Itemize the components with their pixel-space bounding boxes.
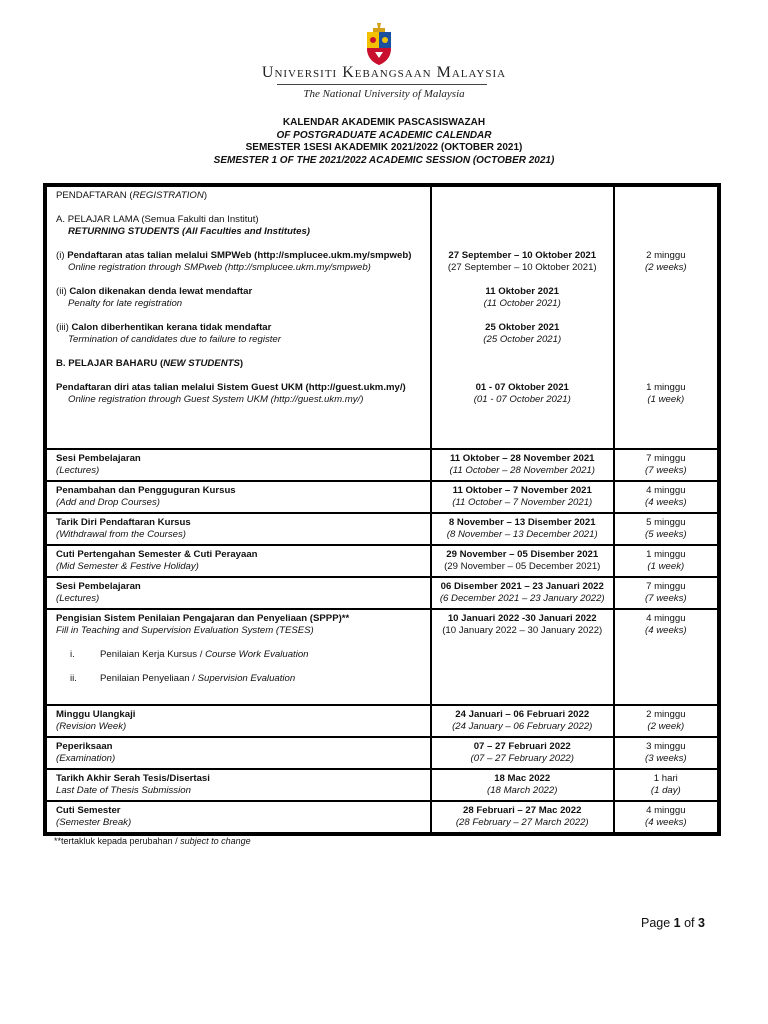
university-crest-logo (364, 22, 394, 66)
row-duration-en: (7 weeks) (645, 465, 687, 476)
row-label-en: Last Date of Thesis Submission (56, 785, 191, 796)
title-line-2: OF POSTGRADUATE ACADEMIC CALENDAR (276, 129, 492, 141)
section-a-heading-en: RETURNING STUDENTS (All Faculties and Institutes) (68, 226, 310, 237)
row-label-en: (Lectures) (56, 465, 100, 476)
row-date: 11 Oktober – 28 November 2021 (449, 453, 595, 464)
item2-date: 11 Oktober 2021 (485, 286, 560, 297)
title-line-3: SEMESTER 1SESI AKADEMIK 2021/2022 (OKTOBER 2021) (245, 142, 523, 153)
row-label-en: (Semester Break) (56, 817, 132, 828)
row-duration-en: (3 weeks) (645, 753, 687, 764)
row-date: 06 Disember 2021 – 23 Januari 2022 (440, 581, 604, 592)
row-duration-en: (5 weeks) (645, 529, 687, 540)
page-number: Page 1 of 3 (641, 916, 705, 930)
registration-duration-cell (614, 186, 718, 449)
row-duration: 4 minggu (646, 805, 686, 816)
item1-text: (i) Pendaftaran atas talian melalui SMPWeb (http://smplucee.ukm.my/smpweb) (56, 250, 412, 261)
item1-date: 27 September – 10 Oktober 2021 (448, 250, 597, 261)
item1-duration: 2 minggu (646, 250, 686, 261)
row-date-en: (6 December 2021 – 23 January 2022) (439, 593, 605, 604)
row-label-en: (Revision Week) (56, 721, 127, 732)
row-label: Tarik Diri Pendaftaran Kursus (56, 517, 191, 528)
sppp-subitem-2: ii. Penilaian Penyeliaan / Supervision Evaluation (70, 673, 296, 684)
row-duration-en: (4 weeks) (645, 817, 687, 828)
row-date-en: (18 March 2022) (487, 785, 558, 796)
item2-text: (ii) Calon dikenakan denda lewat mendaftar (56, 286, 253, 297)
item3-text: (iii) Calon diberhentikan kerana tidak mendaftar (56, 322, 272, 333)
registration-dates-cell (431, 186, 614, 449)
row-duration: 2 minggu (646, 709, 686, 720)
item2-date-en: (11 October 2021) (483, 298, 561, 309)
item4-date-en: (01 - 07 October 2021) (473, 394, 571, 405)
section-a-heading: A. PELAJAR LAMA (Semua Fakulti dan Institut) (56, 214, 259, 225)
calendar-title (0, 117, 768, 167)
table-row (46, 449, 718, 481)
item4-text-en: Online registration through Guest System UKM (http://guest.ukm.my/) (68, 394, 364, 405)
academic-calendar-table (43, 183, 721, 836)
row-label-en: (Lectures) (56, 593, 100, 604)
row-label-en: (Withdrawal from the Courses) (56, 529, 186, 540)
item1-text-en: Online registration through SMPweb (http://smplucee.ukm.my/smpweb) (68, 262, 371, 273)
row-date: 24 Januari – 06 Februari 2022 (455, 709, 590, 720)
item4-date: 01 - 07 Oktober 2021 (475, 382, 569, 393)
row-duration: 7 minggu (646, 453, 686, 464)
item4-duration: 1 minggu (646, 382, 686, 393)
table-row (46, 769, 718, 801)
row-date: 8 November – 13 Disember 2021 (448, 517, 596, 528)
row-duration-en: (2 week) (647, 721, 685, 732)
item4-text: Pendaftaran diri atas talian melalui Sistem Guest UKM (http://guest.ukm.my/) (56, 382, 406, 393)
row-date: 07 – 27 Februari 2022 (473, 741, 571, 752)
footnote: **tertakluk kepada perubahan / subject to change (54, 836, 251, 846)
row-date-en: (11 October – 28 November 2021) (449, 465, 595, 476)
table-row (46, 513, 718, 545)
row-label-en: (Examination) (56, 753, 116, 764)
section-b-heading: B. PELAJAR BAHARU (NEW STUDENTS) (56, 358, 244, 369)
header-rule (277, 84, 487, 85)
row-label: Cuti Semester (56, 805, 121, 816)
row-date: 18 Mac 2022 (494, 773, 551, 784)
row-label: Peperiksaan (56, 741, 113, 752)
row-duration: 1 minggu (646, 549, 686, 560)
sppp-date-en: (10 January 2022 – 30 January 2022) (442, 625, 603, 636)
row-duration: 7 minggu (646, 581, 686, 592)
item2-text-en: Penalty for late registration (68, 298, 183, 309)
sppp-date: 10 Januari 2022 -30 Januari 2022 (447, 613, 597, 624)
item4-duration-en: (1 week) (647, 394, 685, 405)
row-duration: 5 minggu (646, 517, 686, 528)
table-row-sppp (46, 609, 718, 705)
item1-duration-en: (2 weeks) (645, 262, 687, 273)
sppp-duration-en: (4 weeks) (645, 625, 687, 636)
row-label-en: (Mid Semester & Festive Holiday) (56, 561, 199, 572)
table-row (46, 545, 718, 577)
sppp-duration: 4 minggu (646, 613, 686, 624)
title-line-4: SEMESTER 1 OF THE 2021/2022 ACADEMIC SESSION (OCTOBER 2021) (213, 154, 555, 166)
row-date-en: (11 October – 7 November 2021) (452, 497, 593, 508)
row-date: 28 Februari – 27 Mac 2022 (463, 805, 582, 816)
item1-date-en: (27 September – 10 Oktober 2021) (447, 262, 597, 273)
table-row (46, 481, 718, 513)
row-date-en: (24 January – 06 February 2022) (452, 721, 593, 732)
item3-text-en: Termination of candidates due to failure to register (68, 334, 281, 345)
table-row (46, 801, 718, 833)
registration-heading: PENDAFTARAN (REGISTRATION) (56, 190, 208, 201)
row-label: Sesi Pembelajaran (56, 453, 141, 464)
university-subtitle: The National University of Malaysia (303, 88, 465, 100)
table-row (46, 705, 718, 737)
table-row (46, 577, 718, 609)
row-duration: 1 hari (653, 773, 678, 784)
row-duration: 4 minggu (646, 485, 686, 496)
row-duration-en: (4 weeks) (645, 497, 687, 508)
row-label: Minggu Ulangkaji (56, 709, 136, 720)
row-duration: 3 minggu (646, 741, 686, 752)
row-label: Cuti Pertengahan Semester & Cuti Perayaan (56, 549, 258, 560)
table-row-registration (46, 186, 718, 449)
row-date-en: (28 February – 27 March 2022) (455, 817, 589, 828)
item3-date: 25 Oktober 2021 (485, 322, 560, 333)
row-date-en: (8 November – 13 December 2021) (446, 529, 598, 540)
table-row (46, 737, 718, 769)
sppp-label-en: Fill in Teaching and Supervision Evaluation System (TESES) (56, 625, 314, 636)
row-label: Penambahan dan Pengguguran Kursus (56, 485, 236, 496)
item3-date-en: (25 October 2021) (483, 334, 562, 345)
row-date: 11 Oktober – 7 November 2021 (452, 485, 592, 496)
registration-description-cell (46, 186, 431, 449)
row-date-en: (07 – 27 February 2022) (470, 753, 574, 764)
row-label: Sesi Pembelajaran (56, 581, 141, 592)
row-duration-en: (7 weeks) (645, 593, 687, 604)
row-duration-en: (1 week) (647, 561, 685, 572)
row-date: 29 November – 05 Disember 2021 (446, 549, 599, 560)
title-line-1: KALENDAR AKADEMIK PASCASISWAZAH (282, 117, 486, 128)
sppp-subitem-1: i. Penilaian Kerja Kursus / Course Work Evaluation (70, 649, 309, 660)
row-date-en: (29 November – 05 December 2021) (444, 561, 601, 572)
sppp-label: Pengisian Sistem Penilaian Pengajaran dan Penyeliaan (SPPP)** (56, 613, 350, 624)
university-name: Universiti Kebangsaan Malaysia (261, 64, 507, 81)
row-label-en: (Add and Drop Courses) (56, 497, 160, 508)
row-label: Tarikh Akhir Serah Tesis/Disertasi (56, 773, 210, 784)
row-duration-en: (1 day) (650, 785, 681, 796)
